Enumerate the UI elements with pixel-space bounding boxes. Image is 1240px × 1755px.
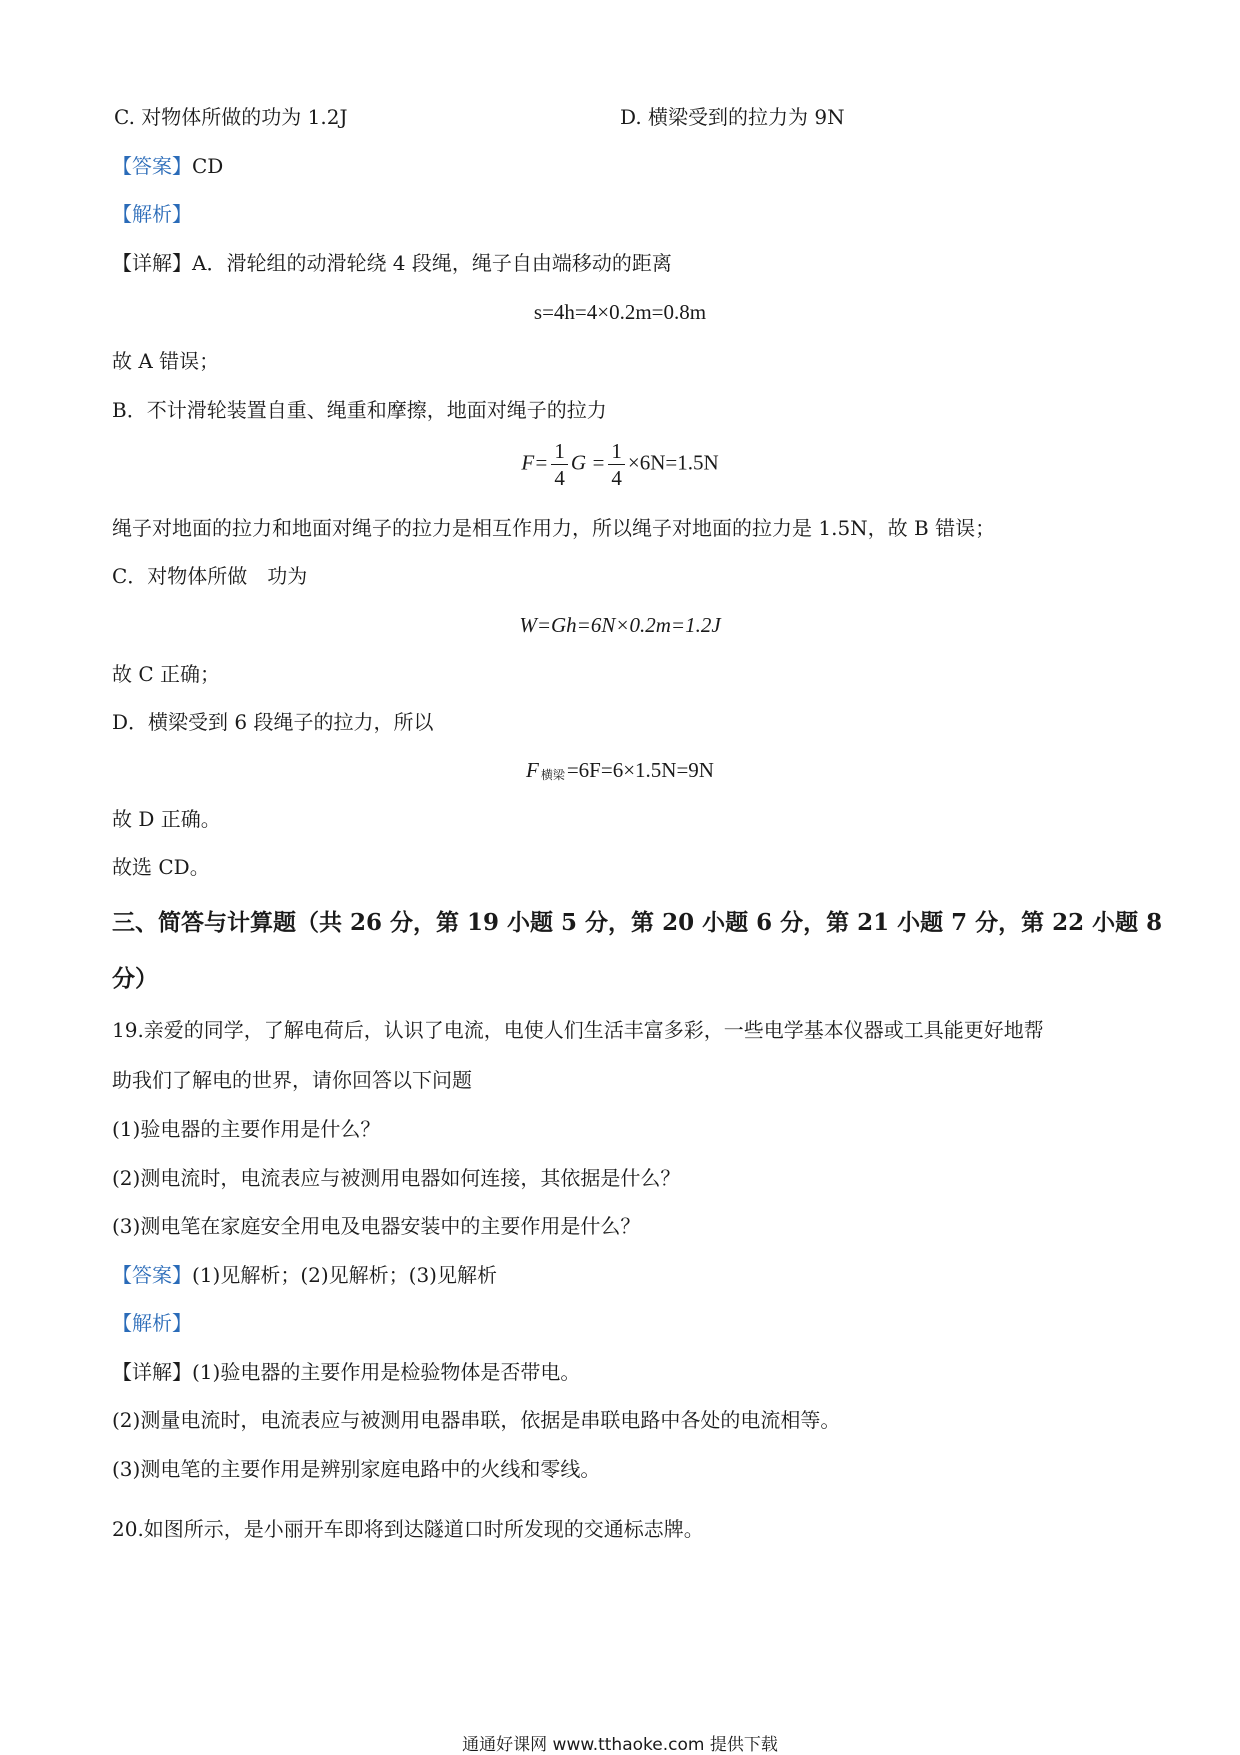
q19-detail3: (3)测电笔的主要作用是辨别家庭电路中的火线和零线。 [112, 1457, 601, 1481]
eq-b-g-text: G = [570, 450, 606, 475]
eq-d-f-text: F [526, 758, 539, 782]
q19-sub2: (2)测电流时，电流表应与被测用电器如何连接，其依据是什么？ [112, 1166, 681, 1190]
answer-tag: 【答案】 [112, 154, 192, 178]
q19-stem-line1: 19.亲爱的同学，了解电荷后，认识了电流，电使人们生活丰富多彩，一些电学基本仪器或工具能更好地帮 [112, 1018, 1044, 1042]
final-answer: 故选 CD。 [112, 855, 210, 879]
eq-d-rest: =6F=6×1.5N=9N [566, 758, 714, 782]
detail-d-text: D．横梁受到 6 段绳子的拉力，所以 [112, 710, 434, 734]
a-conclusion: 故 A 错误； [112, 349, 220, 373]
answer-value: CD [192, 154, 224, 178]
eq-b-g [571, 450, 606, 474]
detail-b-text: B．不计滑轮装置自重、绳重和摩擦，地面对绳子的拉力 [112, 398, 607, 422]
analysis-tag: 【解析】 [112, 202, 192, 226]
eq-d-sub: 横梁 [540, 768, 565, 782]
section-heading-line1: 三、简答与计算题（共 26 分，第 19 小题 5 分，第 20 小题 6 分，第 21 小题 7 分，第 22 小题 8 [112, 909, 1163, 936]
q20-stem: 20.如图所示，是小丽开车即将到达隧道口时所发现的交通标志牌。 [112, 1517, 704, 1541]
equation-a [0, 298, 1240, 326]
q19-detail-tag: 【详解】 [112, 1360, 192, 1384]
q19-detail1-line [112, 1358, 580, 1386]
eq-b-frac2-den: 4 [611, 466, 622, 490]
eq-b-frac1-den: 4 [554, 466, 565, 490]
eq-b-frac2 [608, 438, 625, 491]
equation-d [0, 756, 1240, 789]
detail-a-line [112, 249, 672, 277]
detail-tag: 【详解】 [112, 251, 192, 275]
eq-b-frac1 [551, 438, 568, 491]
footer-credit: 通通好课网 www.tthaoke.com 提供下载 [462, 1735, 778, 1755]
detail-a-text: A．滑轮组的动滑轮绕 4 段绳，绳子自由端移动的距离 [192, 251, 672, 275]
equation-c [0, 611, 1240, 639]
option-c: C. 对物体所做的功为 1.2J [114, 105, 348, 129]
equation-c-text: W=Gh=6N×0.2m=1.2J [519, 613, 721, 637]
b-conclusion: 绳子对地面的拉力和地面对绳子的拉力是相互作用力，所以绳子对地面的拉力是 1.5N，故 B 错误； [112, 516, 996, 540]
q19-detail1: (1)验电器的主要作用是检验物体是否带电。 [192, 1360, 581, 1384]
eq-d-f [526, 758, 539, 782]
q19-answer-line [112, 1261, 497, 1289]
answer-line [112, 152, 223, 180]
c-conclusion: 故 C 正确； [112, 662, 221, 686]
q19-sub1: (1)验电器的主要作用是什么？ [112, 1117, 381, 1141]
q19-stem-line2: 助我们了解电的世界，请你回答以下问题 [112, 1068, 472, 1092]
option-d: D. 横梁受到的拉力为 9N [620, 105, 845, 129]
equation-b-lhs [521, 450, 548, 474]
q19-sub3: (3)测电笔在家庭安全用电及电器安装中的主要作用是什么？ [112, 1214, 641, 1238]
q19-detail2: (2)测量电流时，电流表应与被测用电器串联，依据是串联电路中各处的电流相等。 [112, 1408, 841, 1432]
eq-b-rhs: ×6N=1.5N [627, 450, 719, 475]
detail-c-text: C．对物体所做 功为 [112, 564, 308, 588]
q19-answer-tag: 【答案】 [112, 1263, 192, 1287]
eq-b-lhs: F= [521, 450, 549, 475]
eq-b-frac2-num: 1 [608, 438, 625, 465]
eq-b-frac1-num: 1 [551, 438, 568, 465]
q19-analysis-tag: 【解析】 [112, 1311, 192, 1335]
equation-a-text: s=4h=4×0.2m=0.8m [533, 300, 707, 324]
section-heading-line2: 分） [112, 965, 158, 992]
d-conclusion: 故 D 正确。 [112, 807, 221, 831]
equation-b [0, 438, 1240, 498]
q19-answer-value: (1)见解析；(2)见解析；(3)见解析 [192, 1263, 497, 1287]
